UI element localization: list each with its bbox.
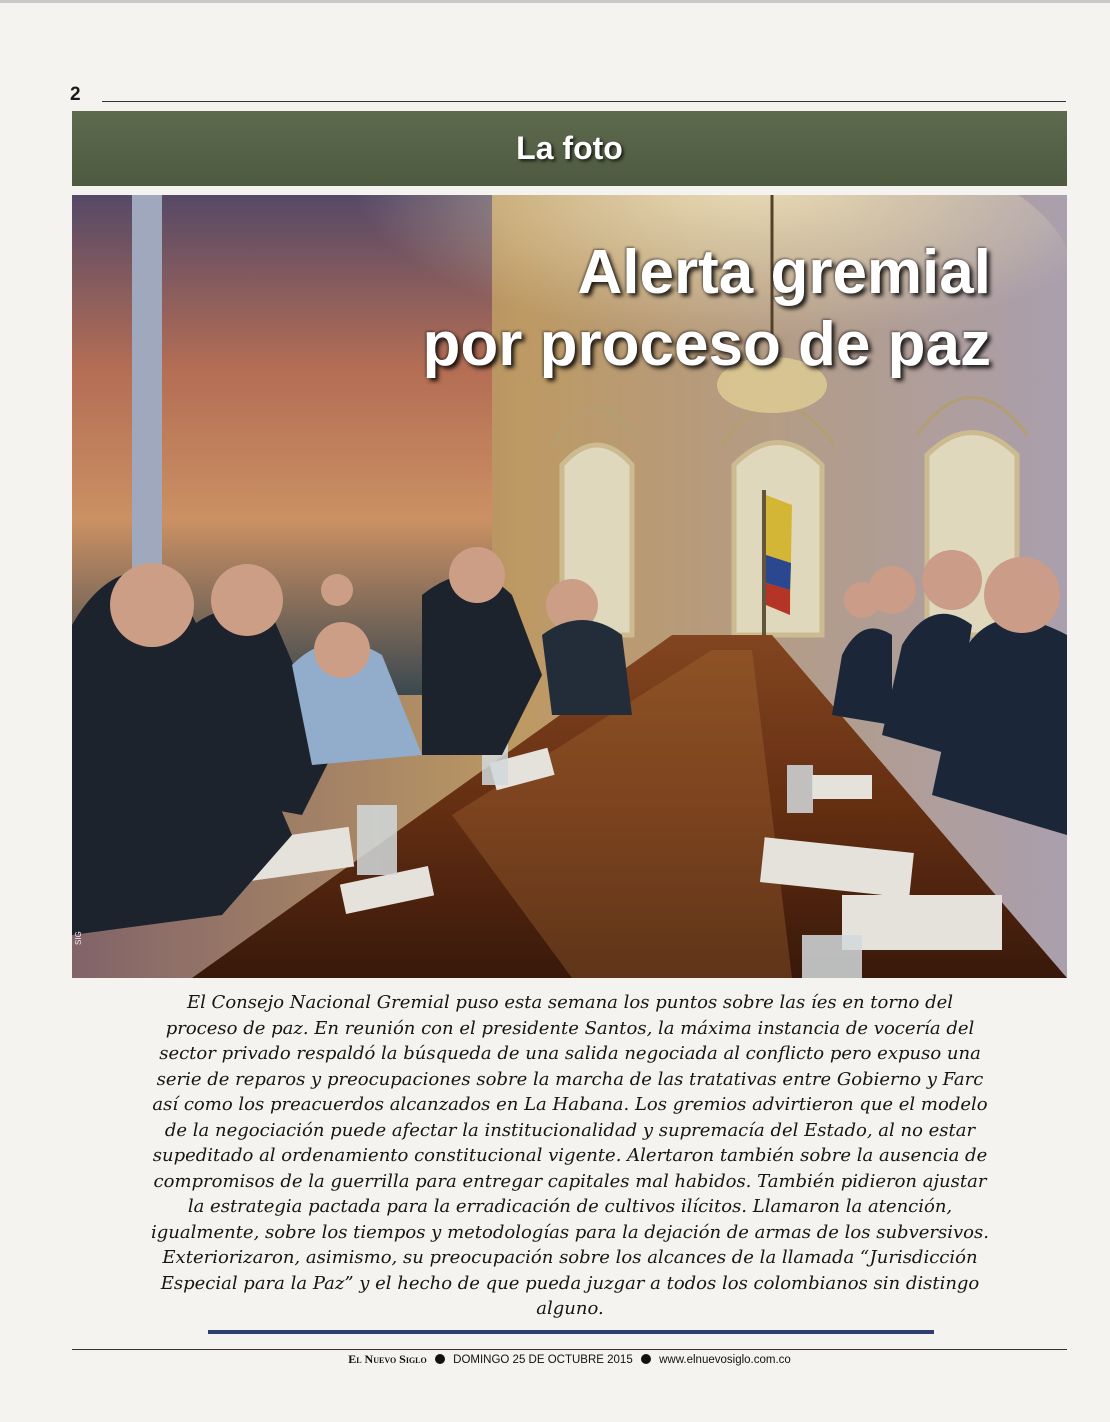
bullet-icon <box>641 1354 651 1364</box>
headline-line-2: por proceso de paz <box>422 309 991 379</box>
footer-brand: El Nuevo Siglo <box>348 1352 427 1366</box>
header-rule <box>102 101 1066 102</box>
footer-website: www.elnuevosiglo.com.co <box>659 1354 791 1366</box>
footer-date: DOMINGO 25 DE OCTUBRE 2015 <box>453 1354 633 1366</box>
page-number: 2 <box>70 84 81 105</box>
headline <box>423 237 991 381</box>
page-footer <box>72 1352 1067 1367</box>
top-edge-rule <box>0 0 1110 3</box>
photo-credit: SIG <box>74 931 83 945</box>
headline-line-1: Alerta gremial <box>577 238 991 307</box>
lead-underline-rule <box>208 1330 934 1334</box>
section-title: La foto <box>516 130 623 166</box>
footer-rule <box>72 1349 1067 1350</box>
lead-paragraph: El Consejo Nacional Gremial puso esta semana los puntos sobre las íes en torno del proceso de paz. En reunión con el presidente Santos, la máxima instancia de vocería del sector privado respaldó la búsqueda de una salida negociada al conflicto pero expuso una serie de reparos y preocupaciones sobre la marcha de las tratativas entre Gobierno y Farc así como los preacuerdos alcanzados en La Habana. Los gremios advirtieron que el modelo de la negociación puede afectar la institucionalidad y supremacía del Estado, al no estar supeditado al ordenamiento constitucional vigente. Alertaron también sobre la ausencia de compromisos de la guerrilla para entregar capitales mal habidos. También pidieron ajustar la estrategia pactada para la erradicación de cultivos ilícitos. Llamaron la atención, igualmente, sobre los tiempos y metodologías para la dejación de armas de los subversivos. Exteriorizaron, asimismo, su preocupación sobre los alcances de la llamada “Jurisdicción Especial para la Paz” y el hecho de que pueda juzgar a todos los colombianos sin distingo alguno. <box>151 992 989 1319</box>
bullet-icon <box>435 1354 445 1364</box>
section-banner <box>72 111 1067 186</box>
meeting-photo <box>72 195 1067 978</box>
